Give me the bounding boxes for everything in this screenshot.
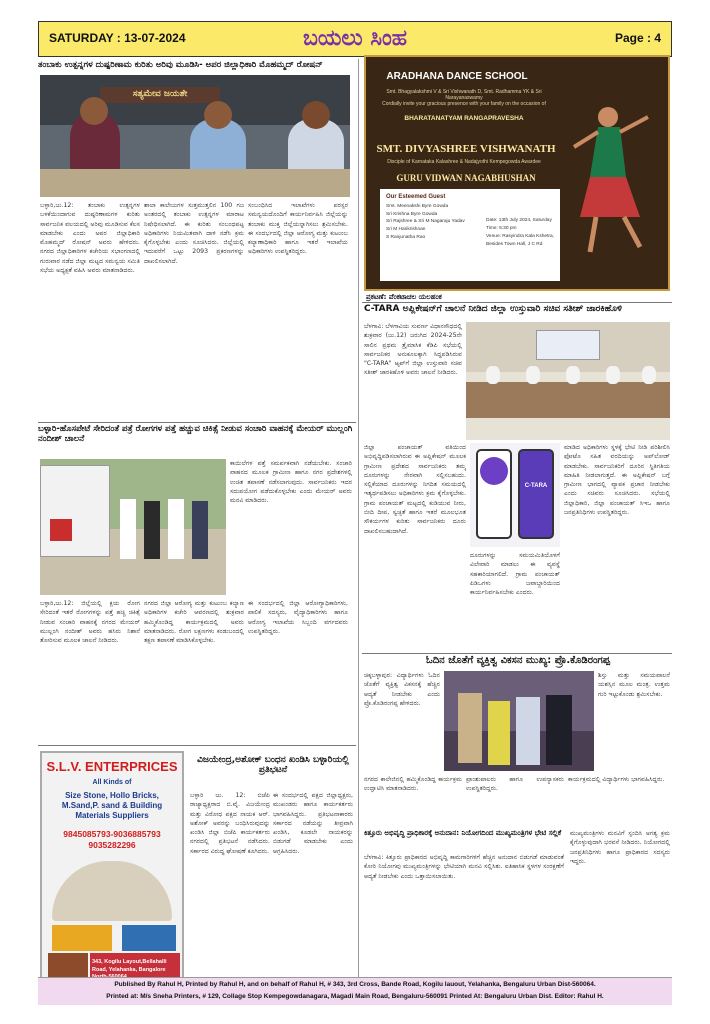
dance-ad-caption: ಪ್ರಕಟಣೆ: ವೆಂಕಟಾಚಲ ಯಲಹಂಕ — [366, 293, 442, 301]
imprint-line: Printed at: M/s Sneha Printers, # 129, Collage Stop Kempegowdanagara, Magadi Main Road, Bengaluru-560091 Printed At: Bengaluru Urban Dist. Editor: Rahul H. — [106, 993, 604, 1001]
story6-column: ಈ ಸಂದರ್ಭದಲ್ಲಿ ಪಕ್ಷದ ಜಿಲ್ಲಾಧ್ಯಕ್ಷರು, ಮುಖಂಡರು ಹಾಗೂ ಕಾರ್ಯಕರ್ತರು ಭಾಗವಹಿಸಿದ್ದರು. ಪ್ರತಿಭಟನಾಕಾರರು ಸರ್ಕಾರದ ನಡೆಯನ್ನು ತೀವ್ರವಾಗಿ ಖಂಡಿಸಿ, ಕೂಡಲೇ ನಾಯಕರನ್ನು ಬಿಡುಗಡೆ ಮಾಡಬೇಕು ಎಂದು ಆಗ್ರಹಿಸಿದರು. — [273, 792, 353, 855]
story2-photo — [466, 322, 670, 440]
section-divider — [38, 745, 356, 746]
story1-body — [40, 201, 352, 423]
guest-name: Sri M Harikrishnan — [386, 227, 426, 233]
guest-name: S Ranjunatha Rao — [386, 234, 426, 240]
slv-tagline: All Kinds of — [92, 779, 132, 786]
story2-headline: C-TARA ಅಪ್ಲಿಕೇಷನ್‌ಗೆ ಚಾಲನೆ ನೀಡಿದ ಜಿಲ್ಲಾ ಉಸ್ತುವಾರಿ ಸಚಿವ ಸತೀಶ್ ಜಾರಕಿಹೊಳಿ — [364, 304, 622, 314]
story3-column: ಬಳ್ಳಾರಿ,ಜು.12: ಜಿಲ್ಲೆಯಲ್ಲಿ ಕ್ಷಯ ರೋಗ ಸೇರಿದಂತೆ ಇತರೆ ರೋಗಗಳನ್ನು ಪತ್ತೆ ಹಚ್ಚಿ ಚಿಕಿತ್ಸೆ ನೀಡುವ ಸಂಚಾರಿ ವಾಹನಕ್ಕೆ ನಗರದ ಮೇಯರ್ ಮುಲ್ಲಂಗಿ ನಂದೀಶ್ ಅವರು ಹಸಿರು ನಿಶಾನೆ ತೋರಿಸುವ ಮೂಲಕ ಚಾಲನೆ ನೀಡಿದರು. — [40, 600, 140, 645]
guest-name: Sri Krishna Byre Gowda — [386, 211, 438, 217]
guests-heading: Our Esteemed Guest — [386, 194, 446, 200]
story1-column: ಬಳ್ಳಾರಿ,ಜು.12: ತಂಬಾಕು ಉತ್ಪನ್ನಗಳ ಬಳಕೆಯಿಂದಾಗುವ ದುಷ್ಪರಿಣಾಮಗಳ ಕುರಿತು ಸಾರ್ವಜನಿಕ ವಲಯದಲ್ಲಿ ಅರಿವು ಮೂಡಿಸುವ ಕೆಲಸ ಮಾಡಬೇಕು ಎಂದು ಅಪರ ಜಿಲ್ಲಾಧಿಕಾರಿ ಮೊಹಮ್ಮದ್ ರೋಷನ್ ಅವರು ಹೇಳಿದರು. ನಗರದ ಜಿಲ್ಲಾಧಿಕಾರಿಗಳ ಕಚೇರಿಯ ಸಭಾಂಗಣದಲ್ಲಿ ಗುರುವಾರ ನಡೆದ ಜಿಲ್ಲಾ ಮಟ್ಟದ ಸಮನ್ವಯ ಸಮಿತಿ ಸಭೆಯ ಅಧ್ಯಕ್ಷತೆ ವಹಿಸಿ ಅವರು ಮಾತನಾಡಿದರು. — [40, 202, 140, 275]
ctara-app-screens — [470, 443, 560, 547]
story3-body — [40, 599, 352, 739]
story1-column: ಸಂಬಂಧಿಸಿದ ಇಲಾಖೆಗಳು ಪರಸ್ಪರ ಸಮನ್ವಯದೊಂದಿಗೆ ಕಾರ್ಯನಿರ್ವಹಿಸಿ ಜಿಲ್ಲೆಯನ್ನು ತಂಬಾಕು ಮುಕ್ತ ಜಿಲ್ಲೆಯನ್ನಾಗಿಸಲು ಶ್ರಮಿಸಬೇಕು. ಈ ಸಂದರ್ಭದಲ್ಲಿ ಜಿಲ್ಲಾ ಆರೋಗ್ಯ ಮತ್ತು ಕುಟುಂಬ ಕಲ್ಯಾಣಾಧಿಕಾರಿ ಹಾಗೂ ಇತರೆ ಇಲಾಖೆಯ ಅಧಿಕಾರಿಗಳು ಉಪಸ್ಥಿತರಿದ್ದರು. — [248, 202, 348, 256]
dancer-image — [560, 97, 650, 257]
dance-performer: SMT. DIVYASHREE VISHWANATH — [376, 143, 556, 155]
slv-advertisement — [40, 751, 184, 989]
story3-column: ಕಾಯಿಲೆಗಳ ಪತ್ತೆ ಸಮರ್ಪಕವಾಗಿ ನಡೆಯಬೇಕು. ಸಂಚಾರಿ ವಾಹನದ ಮೂಲಕ ಗ್ರಾಮೀಣ ಹಾಗೂ ನಗರ ಪ್ರದೇಶಗಳಲ್ಲಿ ಉಚಿತ ತಪಾಸಣೆ ನಡೆಸಲಾಗುವುದು. ಸಾರ್ವಜನಿಕರು ಇದರ ಸದುಪಯೋಗ ಪಡೆದುಕೊಳ್ಳಬೇಕು ಎಂದು ಮೇಯರ್ ಅವರು ಮನವಿ ಮಾಡಿದರು. — [230, 460, 352, 505]
story3-photo — [40, 459, 226, 595]
story4-column: ನಗರದ ಕಾಲೇಜಿನಲ್ಲಿ ಹಮ್ಮಿಕೊಂಡಿದ್ದ ಕಾರ್ಯಕ್ರಮ ಉದ್ಘಾಟಿಸಿ ಮಾತನಾಡಿದರು. — [364, 776, 462, 793]
story3-column: ನಗರದ ಜಿಲ್ಲಾ ಆರೋಗ್ಯ ಮತ್ತು ಕುಟುಂಬ ಕಲ್ಯಾಣ ಅಧಿಕಾರಿಗಳ ಕಚೇರಿ ಆವರಣದಲ್ಲಿ ಶುಕ್ರವಾರ ಹಮ್ಮಿಕೊಂಡಿದ್ದ ಕಾರ್ಯಕ್ರಮದಲ್ಲಿ ಅವರು ಮಾತನಾಡಿದರು. ರೋಗ ಲಕ್ಷಣಗಳು ಕಂಡುಬಂದಲ್ಲಿ ತಕ್ಷಣ ತಪಾಸಣೆ ಮಾಡಿಸಿಕೊಳ್ಳಬೇಕು. — [144, 600, 244, 645]
story2-column: ದೂರುಗಳನ್ನು ಸಮಯಮಿತಿಯೊಳಗೆ ವಿಲೇವಾರಿ ಮಾಡಲು ಈ ವ್ಯವಸ್ಥೆ ಸಹಕಾರಿಯಾಗಲಿದೆ. ಗ್ರಾಮ ಪಂಚಾಯತ್ ಪಿಡಿಒಗಳು ಜವಾಬ್ದಾರಿಯಿಂದ ಕಾರ್ಯನಿರ್ವಹಿಸಬೇಕು ಎಂದರು. — [470, 552, 560, 597]
issue-date: SATURDAY : 13-07-2024 — [49, 31, 186, 45]
masthead — [38, 21, 672, 57]
story2-column: ಮಾಡಿದ ಅಧಿಕಾರಿಗಳು ಸ್ಥಳಕ್ಕೆ ಭೇಟಿ ನೀಡಿ ಪರಿಶೀಲಿಸಿ ಫೋಟೊ ಸಹಿತ ವರದಿಯನ್ನು ಅಪ್‌ಲೋಡ್ ಮಾಡಬೇಕು. ಸಾರ್ವಜನಿಕರಿಗೆ ದೂರಿನ ಸ್ಥಿತಿಗತಿಯ ಮಾಹಿತಿ ನೀಡಲಾಗುತ್ತದೆ. ಈ ಅಪ್ಲಿಕೇಷನ್ ಬಗ್ಗೆ ಗ್ರಾಮೀಣ ಭಾಗದಲ್ಲಿ ವ್ಯಾಪಕ ಪ್ರಚಾರ ನೀಡಬೇಕು ಎಂದು ಸಚಿವರು ಸೂಚಿಸಿದರು. ಸಭೆಯಲ್ಲಿ ಜಿಲ್ಲಾಧಿಕಾರಿ, ಜಿಲ್ಲಾ ಪಂಚಾಯತ್ ಸಿಇಒ ಹಾಗೂ ಜನಪ್ರತಿನಿಧಿಗಳು ಉಪಸ್ಥಿತರಿದ್ದರು. — [564, 444, 670, 517]
truck-image — [122, 925, 176, 951]
story4-body — [364, 775, 670, 827]
story3-headline: ಬಳ್ಳಾರಿ-ಹೊಸಪೇಟೆ ಸೇರಿದಂತೆ ಪತ್ರೆ ರೋಗಗಳ ಪತ್ತೆ ಹಚ್ಚುವ ಚಿಕಿತ್ಸೆ ನೀಡುವ ಸಂಚಾರಿ ವಾಹನಕ್ಕೆ ಮೇಯರ್ ಮುಲ್ಲಂಗಿ ನಂದೀಶ್ ಚಾಲನೆ — [38, 424, 353, 444]
column-divider — [358, 59, 359, 977]
story4-column: ಕಾರ್ಯಕ್ರಮದಲ್ಲಿ ವಿದ್ಯಾರ್ಥಿಗಳು ಭಾಗವಹಿಸಿದ್ದರು. — [568, 776, 665, 783]
story6-headline: ವಿಜಯೇಂದ್ರ,ಅಶೋಕ್ ಬಂಧನ ಖಂಡಿಸಿ ಬಳ್ಳಾರಿಯಲ್ಲಿ ಪ್ರತಿಭಟನೆ — [197, 755, 349, 776]
story3-column: ಈ ಸಂದರ್ಭದಲ್ಲಿ ಜಿಲ್ಲಾ ಆರೋಗ್ಯಾಧಿಕಾರಿಗಳು, ಪಾಲಿಕೆ ಸದಸ್ಯರು, ವೈದ್ಯಾಧಿಕಾರಿಗಳು ಹಾಗೂ ಆರೋಗ್ಯ ಇಲಾಖೆಯ ಸಿಬ್ಬಂದಿ ವರ್ಗದವರು ಉಪಸ್ಥಿತರಿದ್ದರು. — [248, 600, 348, 635]
event-venue: Venue: Rasyindra Kala Kshetra, Besides Town Hall, J C Rd — [486, 234, 554, 248]
story2-column: ಬೆಳಗಾವಿ: ಬೆಳಗಾವಿಯ ಸುವರ್ಣ ವಿಧಾನಸೌಧದಲ್ಲಿ ಶುಕ್ರವಾರ (ಜು.12) ಜರುಗಿದ 2024-25ನೇ ಸಾಲಿನ ಪ್ರಥಮ ತ್ರೈಮಾಸಿಕ ಕೆಡಿಪಿ ಸಭೆಯಲ್ಲಿ ಸಾರ್ವಜನಿಕರ ಅನುಕೂಲಕ್ಕಾಗಿ ಸಿದ್ಧಪಡಿಸಿರುವ "C-TARA" ಆ್ಯಪ್‌ಗೆ ಜಿಲ್ಲಾ ಉಸ್ತುವಾರಿ ಸಚಿವ ಸತೀಶ್ ಜಾರಕಿಹೊಳಿ ಅವರು ಚಾಲನೆ ನೀಡಿದರು. — [364, 323, 462, 377]
story5-column: ಬೆಳಗಾವಿ: ಕಿತ್ತೂರು ಪ್ರಾಧಿಕಾರದ ಅಭಿವೃದ್ಧಿ ಕಾಮಗಾರಿಗಳಿಗೆ ಹೆಚ್ಚಿನ ಅನುದಾನ ಬಿಡುಗಡೆ ಮಾಡುವಂತೆ ಕೋರಿ ನಿಯೋಗವು ಮುಖ್ಯಮಂತ್ರಿಗಳನ್ನು ಭೇಟಿಯಾಗಿ ಮನವಿ ಸಲ್ಲಿಸಿತು. ಐತಿಹಾಸಿಕ ಸ್ಥಳಗಳ ಸಂರಕ್ಷಣೆಗೆ ಆದ್ಯತೆ ನೀಡಬೇಕು ಎಂದು ಒತ್ತಾಯಿಸಲಾಯಿತು. — [364, 854, 564, 880]
excavator-image — [52, 925, 112, 951]
section-divider — [362, 302, 672, 303]
event-time: Time: 5:30 pm — [486, 226, 517, 232]
dance-hosts: Smt. Bhagyalakshmi V & Sri Vishwanath D, Smt. Radhamma YK & Sri Narayanaswamy — [386, 89, 542, 101]
imprint-line: Published By Rahul H, Printed by Rahul H, and on behalf of Rahul H, # 343, 3rd Cross, Bande Road, Kogilu lauout, Yelahanka, Bengaluru Urban Dist-560064. — [114, 981, 596, 988]
slv-address: 343, Kogilu Layout,Bellahalli Road, Yelahanka, Bangalore — [92, 959, 167, 973]
imprint-footer — [38, 977, 672, 1005]
newspaper-title: ಬಯಲು ಸಿಂಹ — [302, 25, 408, 51]
story4-headline: ಓದಿನ ಜೊತೆಗೆ ವ್ಯಕ್ತಿತ್ವ ವಿಕಸನ ಮುಖ್ಯ: ಪ್ರೊ.ಕೊಡಿರಂಗಪ್ಪ — [425, 655, 611, 666]
section-divider — [362, 653, 672, 654]
story1-column: ಶಾಲಾ ಕಾಲೇಜುಗಳ ಸುತ್ತಮುತ್ತಲಿನ 100 ಗಜ ಅಂತರದಲ್ಲಿ ತಂಬಾಕು ಉತ್ಪನ್ನಗಳ ಮಾರಾಟ ನಿಷೇಧಿಸಲಾಗಿದೆ. ಈ ಕುರಿತು ಸಂಬಂಧಪಟ್ಟ ಅಧಿಕಾರಿಗಳು ನಿಯಮಿತವಾಗಿ ದಾಳಿ ನಡೆಸಿ ಕ್ರಮ ಕೈಗೊಳ್ಳಬೇಕು ಎಂದು ಸೂಚಿಸಿದರು. ಜಿಲ್ಲೆಯಲ್ಲಿ ಇದುವರೆಗೆ ಒಟ್ಟು 2093 ಪ್ರಕರಣಗಳನ್ನು ದಾಖಲಿಸಲಾಗಿದೆ. — [144, 202, 244, 265]
story5-column: ಮುಖ್ಯಮಂತ್ರಿಗಳು ಮನವಿಗೆ ಸ್ಪಂದಿಸಿ ಅಗತ್ಯ ಕ್ರಮ ಕೈಗೊಳ್ಳುವುದಾಗಿ ಭರವಸೆ ನೀಡಿದರು. ನಿಯೋಗದಲ್ಲಿ ಜನಪ್ರತಿನಿಧಿಗಳು ಹಾಗೂ ಪ್ರಾಧಿಕಾರದ ಸದಸ್ಯರು ಇದ್ದರು. — [570, 830, 670, 865]
slv-phones: 9845085793-9036885793 9035282296 — [63, 829, 161, 851]
dance-disciple: Disciple of Karnataka Kalashree & Nadajyothi Kempegowda Awardee — [387, 159, 541, 165]
sand-pile-image — [52, 861, 172, 921]
dance-invite: Cordially invite your gracious presence with your family on the occasion of — [382, 101, 546, 107]
slv-products: Size Stone, Hollo Bricks, M.Sand,P. sand & Building Materials Suppliers — [61, 791, 163, 820]
dance-guru: GURU VIDWAN NAGABHUSHAN — [396, 173, 536, 183]
dance-advertisement — [364, 55, 670, 291]
story4-photo — [444, 671, 594, 771]
story1-photo — [40, 75, 350, 197]
section-divider — [38, 422, 356, 423]
guest-name: Smt. Meenakshi Byre Gowda — [386, 204, 449, 209]
event-date: Date: 13th July 2024, Saturday — [486, 218, 552, 223]
dance-school-name: ARADHANA DANCE SCHOOL — [386, 71, 528, 82]
guest-name: Sri Rajshree & Sri M Nagaraju Yadav — [386, 219, 465, 225]
story4-column: ಪ್ರಾಂಶುಪಾಲರು ಹಾಗೂ ಉಪನ್ಯಾಸಕರು ಉಪಸ್ಥಿತರಿದ್ದರು. — [466, 776, 564, 793]
story5-headline: ಕಿತ್ತೂರು ಅಭಿವೃದ್ಧಿ ಪ್ರಾಧಿಕಾರಕ್ಕೆ ಅನುದಾನ: ನಿಯೋಗದಿಂದ ಮುಖ್ಯಮಂತ್ರಿಗಳ ಭೇಟಿ ಸಲ್ಲಿಕೆ — [364, 829, 562, 837]
newspaper-page — [30, 15, 680, 1009]
dance-event: BHARATANATYAM RANGAPRAVESHA — [404, 115, 524, 122]
story6-column: ಬಳ್ಳಾರಿ ಜು. 12: ಬಿಜೆಪಿ ರಾಜ್ಯಾಧ್ಯಕ್ಷರಾದ ಬಿ.ವೈ. ವಿಜಯೇಂದ್ರ ಮತ್ತು ವಿರೋಧ ಪಕ್ಷದ ನಾಯಕ ಆರ್. ಅಶೋಕ್ ಅವರನ್ನು ಬಂಧಿಸಿರುವುದನ್ನು ಖಂಡಿಸಿ ಜಿಲ್ಲಾ ಬಿಜೆಪಿ ಕಾರ್ಯಕರ್ತರು ನಗರದಲ್ಲಿ ಪ್ರತಿಭಟನೆ ನಡೆಸಿದರು. ಸರ್ಕಾರದ ವಿರುದ್ಧ ಘೋಷಣೆ ಕೂಗಿದರು. — [190, 792, 270, 855]
ctara-app-label: C-TARA — [524, 483, 548, 489]
slv-name: S.L.V. ENTERPRICES — [46, 759, 178, 774]
story4-column: ಚಿಕ್ಕಬಳ್ಳಾಪುರ: ವಿದ್ಯಾರ್ಥಿಗಳು ಓದಿನ ಜೊತೆಗೆ ವ್ಯಕ್ತಿತ್ವ ವಿಕಸನಕ್ಕೆ ಹೆಚ್ಚಿನ ಆದ್ಯತೆ ನೀಡಬೇಕು ಎಂದು ಪ್ರೊ.ಕೊಡಿರಂಗಪ್ಪ ಹೇಳಿದರು. — [364, 672, 440, 707]
story1-headline: ತಂಬಾಕು ಉತ್ಪನ್ನಗಳ ದುಷ್ಪರಿಣಾಮ ಕುರಿತು ಅರಿವು ಮೂಡಿಸಿ- ಅಪರ ಜಿಲ್ಲಾಧಿಕಾರಿ ಮೊಹಮ್ಮದ್ ರೋಷನ್ — [38, 60, 323, 70]
story1-photo-banner: ಸತ್ಯಮೇವ ಜಯತೇ — [100, 87, 220, 103]
story4-column: ಶಿಸ್ತು ಮತ್ತು ಸಮಯಪಾಲನೆ ಯಶಸ್ಸಿನ ಮೂಲ ಮಂತ್ರ. ಉತ್ತಮ ಗುರಿ ಇಟ್ಟುಕೊಂಡು ಶ್ರಮಿಸಬೇಕು. — [598, 672, 670, 698]
event-info — [486, 217, 556, 250]
page-number: Page : 4 — [614, 31, 661, 45]
story6-body — [190, 791, 356, 989]
story2-column: ಜಿಲ್ಲಾ ಪಂಚಾಯತ್ ವತಿಯಿಂದ ಅಭಿವೃದ್ಧಿಪಡಿಸಲಾಗಿರುವ ಈ ಅಪ್ಲಿಕೇಷನ್ ಮೂಲಕ ಗ್ರಾಮೀಣ ಪ್ರದೇಶದ ಸಾರ್ವಜನಿಕರು ತಮ್ಮ ದೂರುಗಳನ್ನು ನೇರವಾಗಿ ಸಲ್ಲಿಸಬಹುದು. ಸಲ್ಲಿಕೆಯಾದ ದೂರುಗಳನ್ನು ನಿಗದಿತ ಸಮಯದಲ್ಲಿ ಇತ್ಯರ್ಥಪಡಿಸಲು ಅಧಿಕಾರಿಗಳು ಕ್ರಮ ಕೈಗೊಳ್ಳಬೇಕು. ಗ್ರಾಮ ಪಂಚಾಯತ್ ಮಟ್ಟದಲ್ಲಿ ಕುಡಿಯುವ ನೀರು, ಬೀದಿ ದೀಪ, ಸ್ವಚ್ಛತೆ ಹಾಗೂ ಇತರೆ ಮೂಲಭೂತ ಸೌಕರ್ಯಗಳ ಕುರಿತು ಸಾರ್ವಜನಿಕರು ದೂರು ದಾಖಲಿಸಬಹುದಾಗಿದೆ. — [364, 444, 466, 535]
